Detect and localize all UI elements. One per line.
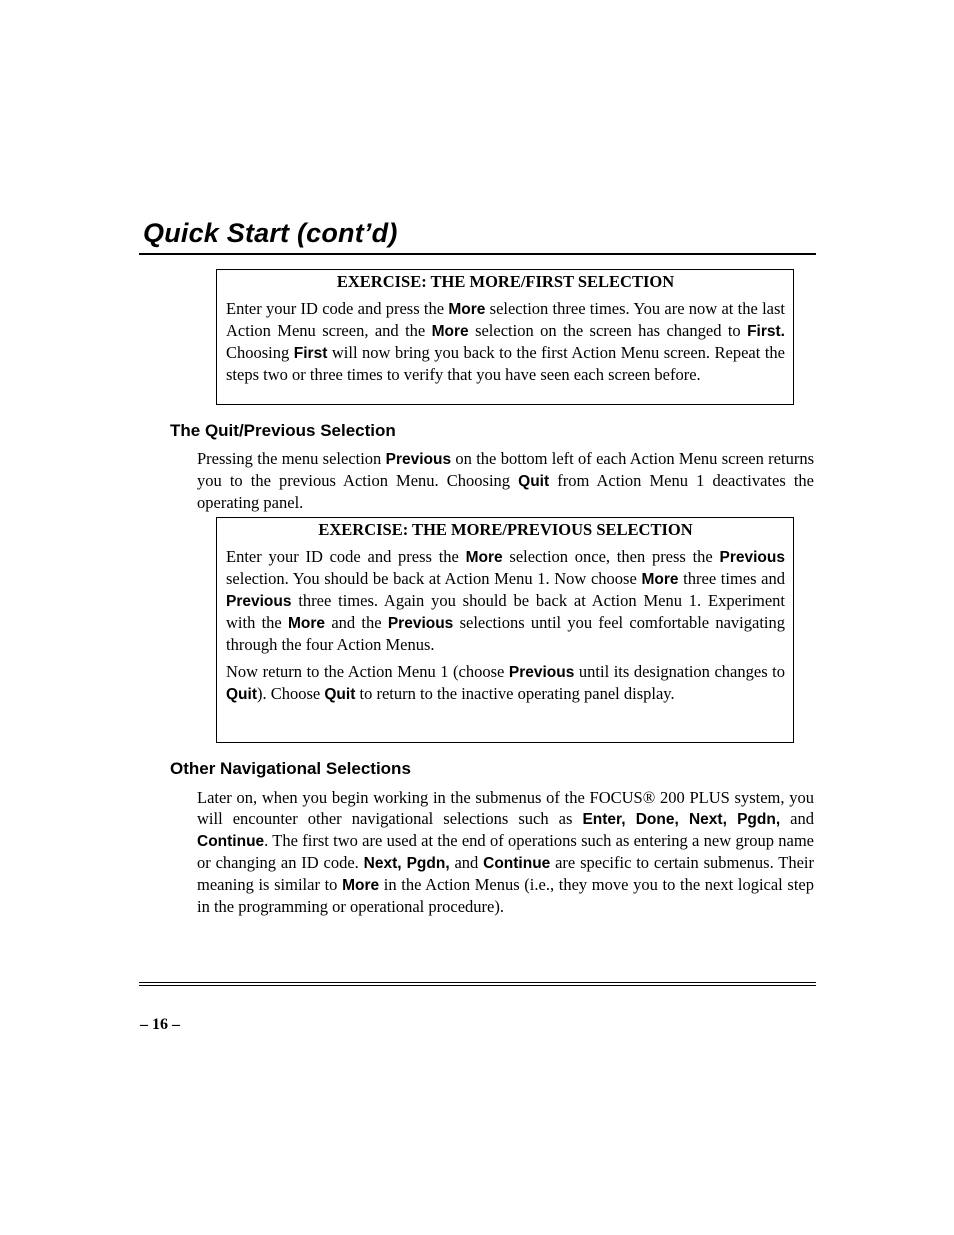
exercise-more-previous-box — [216, 517, 794, 743]
quit-previous-body — [197, 448, 814, 513]
more-keyword: More — [342, 877, 380, 894]
exercise-more-previous-text-2 — [226, 661, 785, 705]
text-run: to return to the inactive operating panel display. — [355, 684, 675, 703]
other-navigational-text — [197, 787, 814, 917]
text-run: selection once, then press the — [502, 547, 720, 566]
text-run: on the bottom left of each Action Menu screen returns you to the previous Action Menu. Choosing — [197, 449, 814, 490]
text-run: until its designation changes to — [574, 662, 785, 681]
text-run: Pressing the menu selection — [197, 449, 386, 468]
section-heading-quit-previous: The Quit/Previous Selection — [170, 421, 396, 440]
page-title: Quick Start (cont’d) — [143, 218, 398, 248]
text-run: Later on, when you begin working in the submenus of the FOCUS® 200 PLUS system, you will encounter other navigational selections such as — [197, 788, 814, 828]
text-run: Enter your ID code and press the — [226, 547, 466, 566]
exercise-more-previous-text-1 — [226, 546, 785, 655]
other-navigational-body — [197, 787, 814, 917]
previous-keyword: Previous — [385, 451, 452, 468]
text-run: selection. You should be back at Action Menu 1. Now choose — [226, 569, 642, 588]
text-run: and the — [325, 613, 388, 632]
footer-divider-bottom — [139, 985, 816, 986]
exercise-more-first-box — [216, 269, 794, 405]
page-number: – 16 – — [140, 1016, 180, 1033]
text-run: selection on the screen has changed to — [468, 321, 748, 340]
text-run: and — [780, 809, 815, 828]
previous-keyword: Previous — [226, 593, 292, 610]
text-run: Choosing — [226, 343, 294, 362]
more-keyword: More — [288, 615, 326, 632]
text-run: Now return to the Action Menu 1 (choose — [226, 662, 509, 681]
more-keyword: More — [431, 323, 469, 340]
continue-keyword: Continue — [197, 833, 265, 850]
text-run: Enter your ID code and press the — [226, 299, 449, 318]
text-run: ). Choose — [257, 684, 325, 703]
more-keyword: More — [465, 549, 503, 566]
nav-keywords: Next, Pgdn, — [363, 855, 450, 872]
text-run: and — [449, 853, 484, 872]
section-heading-other-navigational: Other Navigational Selections — [170, 759, 411, 778]
continue-keyword: Continue — [483, 855, 551, 872]
text-run: will now bring you back to the first Action Menu screen. Repeat the steps two or three times to verify that you have seen each screen before. — [226, 343, 785, 384]
exercise-more-first-title: EXERCISE: THE MORE/FIRST SELECTION — [336, 272, 675, 291]
quit-keyword: Quit — [324, 686, 356, 703]
first-keyword: First. — [747, 323, 785, 340]
previous-keyword: Previous — [508, 664, 575, 681]
text-run: in the Action Menus (i.e., they move you to the next logical step in the programming or operational procedure). — [197, 875, 814, 916]
text-run: three times. Again you should be back at Action Menu 1. Experiment with the — [226, 591, 785, 632]
first-keyword: First — [293, 345, 328, 362]
nav-keywords: Enter, Done, Next, Pgdn, — [582, 811, 781, 828]
exercise-more-first-text — [226, 298, 785, 385]
previous-keyword: Previous — [387, 615, 454, 632]
footer-divider-top — [139, 982, 816, 983]
quit-previous-text — [197, 448, 814, 513]
exercise-more-previous-title: EXERCISE: THE MORE/PREVIOUS SELECTION — [318, 520, 693, 539]
text-run: from Action Menu 1 deactivates the operating panel. — [197, 471, 814, 512]
quit-keyword: Quit — [518, 473, 550, 490]
quit-keyword: Quit — [226, 686, 257, 703]
text-run: . The first two are used at the end of operations such as entering a new group name or changing an ID code. — [197, 831, 814, 872]
more-keyword: More — [641, 571, 679, 588]
previous-keyword: Previous — [719, 549, 785, 566]
text-run: three times and — [678, 569, 786, 588]
title-divider — [139, 253, 816, 255]
text-run: selections until you feel comfortable navigating through the four Action Menus. — [226, 613, 786, 654]
text-run: are specific to certain submenus. Their meaning is similar to — [197, 853, 814, 894]
text-run: selection three times. You are now at the last Action Menu screen, and the — [226, 299, 785, 340]
more-keyword: More — [448, 301, 486, 318]
